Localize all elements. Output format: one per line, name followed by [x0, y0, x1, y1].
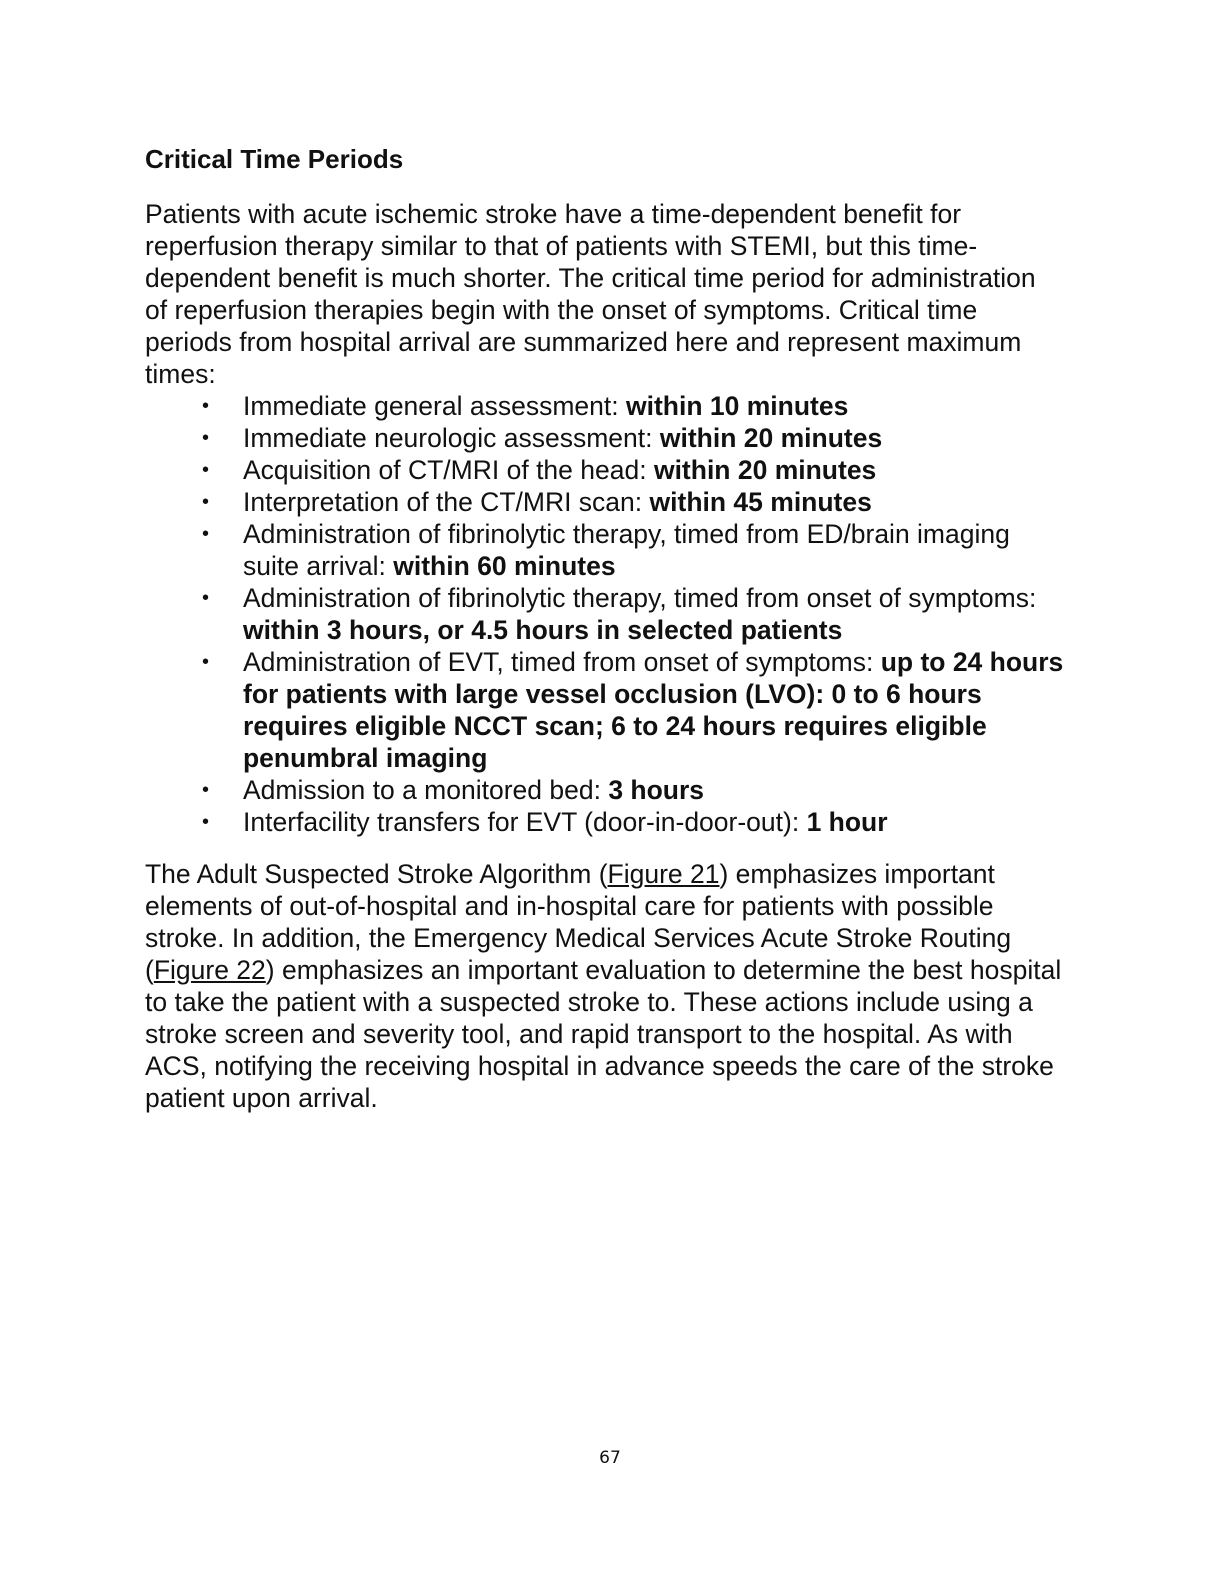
list-item: • Acquisition of CT/MRI of the head: within 20 minutes [243, 454, 1065, 486]
list-item: • Administration of EVT, timed from onset of symptoms: up to 24 hours for patients with large vessel occlusion (LVO): 0 to 6 hours requires eligible NCCT scan; 6 to 24 hours requires eligible penumbral imaging [243, 646, 1065, 774]
list-item: • Interpretation of the CT/MRI scan: within 45 minutes [243, 486, 1065, 518]
figure-21-link[interactable]: Figure 21 [607, 859, 720, 889]
list-item: • Administration of fibrinolytic therapy, timed from onset of symptoms: within 3 hours, or 4.5 hours in selected patients [243, 582, 1065, 646]
content [145, 142, 1065, 1114]
figure-22-link[interactable]: Figure 22 [153, 955, 266, 985]
list-item: • Administration of fibrinolytic therapy, timed from ED/brain imaging suite arrival: within 60 minutes [243, 518, 1065, 582]
intro-paragraph: Patients with acute ischemic stroke have a time-dependent benefit for reperfusion therapy similar to that of patients with STEMI, but this time-dependent benefit is much shorter. The critical time period for administration of reperfusion therapies begin with the onset of symptoms. Critical time periods from hospital arrival are summarized here and represent maximum times: [145, 199, 1036, 389]
list-item: • Immediate general assessment: within 10 minutes [243, 390, 1065, 422]
section-heading: Critical Time Periods [145, 144, 404, 174]
list-item: • Interfacility transfers for EVT (door-in-door-out): 1 hour [243, 806, 1065, 838]
list-item: • Admission to a monitored bed: 3 hours [243, 774, 1065, 806]
algorithm-paragraph: The Adult Suspected Stroke Algorithm (Figure 21) emphasizes important elements of out-of-hospital and in-hospital care for patients with possible stroke. In addition, the Emergency Medical Services Acute Stroke Routing (Figure 22) emphasizes an important evaluation to determine the best hospital to take the patient with a suspected stroke to. These actions include using a stroke screen and severity tool, and rapid transport to the hospital. As with ACS, notifying the receiving hospital in advance speeds the care of the stroke patient upon arrival. [145, 859, 1062, 1113]
time-periods-list [145, 390, 1065, 838]
list-item: • Immediate neurologic assessment: within 20 minutes [243, 422, 1065, 454]
page-number: 67 [599, 1448, 621, 1468]
